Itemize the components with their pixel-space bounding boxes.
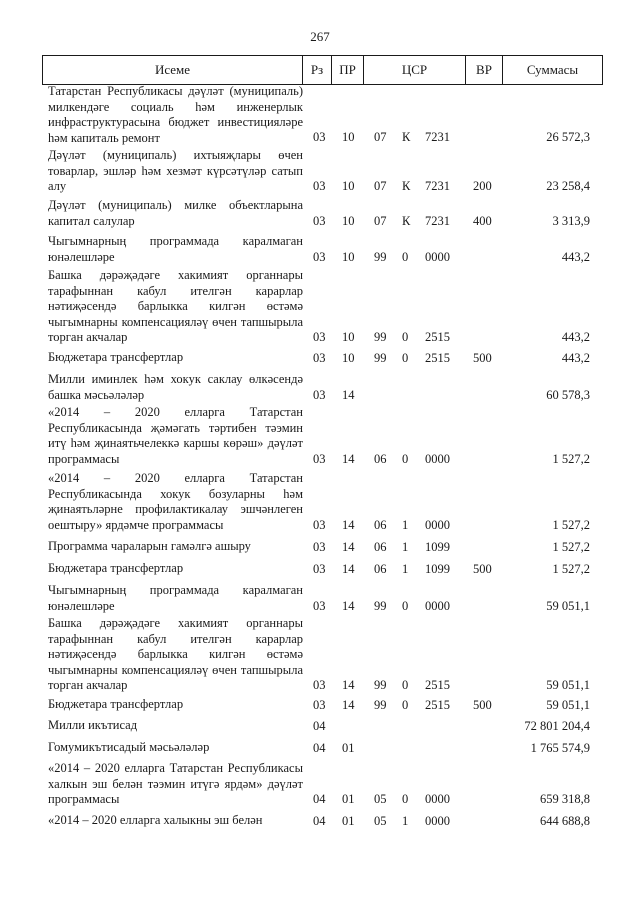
table-row <box>0 405 640 467</box>
row-pr: 10 <box>342 129 355 144</box>
row-sum: 1 765 574,9 <box>530 740 590 755</box>
row-name: «2014 – 2020 елларга Татарстан Республикасында хокук бозуларны һәм җинаятьләрне профилактикалау эшчәнлеген оештыру» ярдәмче программасы <box>48 471 303 532</box>
header-sum: Суммасы <box>503 56 603 85</box>
row-csr-3: 1099 <box>425 539 450 554</box>
table-row <box>0 268 640 345</box>
row-csr-1: 99 <box>374 697 387 712</box>
row-csr-1: 99 <box>374 350 387 365</box>
row-sum: 1 527,2 <box>552 517 590 532</box>
row-pr: 01 <box>342 740 355 755</box>
row-rz: 03 <box>313 129 326 144</box>
row-pr: 10 <box>342 249 355 264</box>
table-row <box>0 616 640 693</box>
table-row <box>0 84 640 145</box>
row-name: Бюджетара трансфертлар <box>48 350 184 364</box>
row-rz: 04 <box>313 813 326 828</box>
row-csr-3: 0000 <box>425 791 450 806</box>
row-name: Чыгымнарның программада каралмаган юнәлешләре <box>48 583 303 613</box>
table-row <box>0 148 640 194</box>
row-csr-1: 99 <box>374 598 387 613</box>
row-rz: 03 <box>313 387 326 402</box>
row-sum: 443,2 <box>561 249 590 264</box>
row-name: Татарстан Республикасы дәүләт (муниципаль) милкендәге социаль һәм инженерлык инфраструктурасына бюджет инвестицияләре һәм капиталь ремонт <box>48 84 303 145</box>
row-csr-1: 07 <box>374 178 387 193</box>
row-csr-2: К <box>402 178 411 193</box>
header-vr: ВР <box>466 56 503 85</box>
row-pr: 01 <box>342 813 355 828</box>
row-name: Башка дәрәҗәдәге хакимият органнары тарафыннан кабул ителгән карарлар нәтиҗәсендә барлыкка килгән өстәмә чыгымнарны компенсацияләү өчен тапшырыла торган акчалар <box>48 268 303 344</box>
row-pr: 10 <box>342 178 355 193</box>
row-name: Милли икътисад <box>48 718 138 732</box>
row-csr-3: 2515 <box>425 329 450 344</box>
row-csr-3: 0000 <box>425 451 450 466</box>
row-csr-3: 2515 <box>425 350 450 365</box>
row-pr: 14 <box>342 677 355 692</box>
row-vr: 500 <box>473 350 492 365</box>
row-sum: 60 578,3 <box>546 387 590 402</box>
row-rz: 03 <box>313 598 326 613</box>
row-pr: 14 <box>342 451 355 466</box>
row-csr-1: 06 <box>374 539 387 554</box>
table-row <box>0 234 640 265</box>
row-name: «2014 – 2020 елларга Татарстан Республикасы халкын эш белән тәэмин итүгә ярдәм» дәүләт программасы <box>48 761 303 806</box>
row-sum: 443,2 <box>561 350 590 365</box>
row-sum: 59 051,1 <box>546 677 590 692</box>
header-csr: ЦСР <box>364 56 466 85</box>
row-name: Милли иминлек һәм хокук саклау өлкәсендә башка мәсьәләләр <box>48 372 303 402</box>
row-csr-2: 1 <box>402 813 409 828</box>
row-sum: 26 572,3 <box>546 129 590 144</box>
row-sum: 1 527,2 <box>552 451 590 466</box>
row-name: «2014 – 2020 елларга халыкны эш белән <box>48 813 263 827</box>
table-row <box>0 718 640 734</box>
row-csr-2: 0 <box>402 598 409 613</box>
row-csr-1: 05 <box>374 813 387 828</box>
row-csr-2: 1 <box>402 517 409 532</box>
row-vr: 200 <box>473 178 492 193</box>
row-rz: 03 <box>313 329 326 344</box>
row-rz: 04 <box>313 791 326 806</box>
row-rz: 03 <box>313 561 326 576</box>
table-row <box>0 539 640 555</box>
row-rz: 03 <box>313 178 326 193</box>
row-csr-2: 0 <box>402 697 409 712</box>
row-csr-3: 0000 <box>425 517 450 532</box>
row-rz: 03 <box>313 677 326 692</box>
row-name: Бюджетара трансфертлар <box>48 561 184 575</box>
row-name: Дәүләт (муниципаль) милке объектларына капитал салулар <box>48 198 303 228</box>
row-csr-3: 0000 <box>425 249 450 264</box>
table-row <box>0 813 640 829</box>
row-name: Башка дәрәҗәдәге хакимият органнары тарафыннан кабул ителгән карарлар нәтиҗәсендә барлыкка килгән өстәмә чыгымнарны компенсацияләү өчен тапшырыла торган акчалар <box>48 616 303 692</box>
table-row <box>0 372 640 403</box>
row-name: Чыгымнарның программада каралмаган юнәлешләре <box>48 234 303 264</box>
row-vr: 500 <box>473 697 492 712</box>
row-sum: 23 258,4 <box>546 178 590 193</box>
row-csr-3: 2515 <box>425 677 450 692</box>
row-rz: 03 <box>313 697 326 712</box>
row-pr: 14 <box>342 697 355 712</box>
row-name: Дәүләт (муниципаль) ихтыяҗлары өчен товарлар, эшләр һәм хезмәт күрсәтүләр сатып алу <box>48 148 303 193</box>
table-row <box>0 697 640 713</box>
row-rz: 03 <box>313 350 326 365</box>
row-rz: 04 <box>313 740 326 755</box>
row-csr-1: 99 <box>374 249 387 264</box>
row-rz: 04 <box>313 718 326 733</box>
row-csr-2: К <box>402 129 411 144</box>
row-csr-1: 06 <box>374 451 387 466</box>
row-pr: 10 <box>342 213 355 228</box>
row-csr-1: 99 <box>374 677 387 692</box>
table-row <box>0 740 640 756</box>
row-pr: 14 <box>342 387 355 402</box>
row-csr-1: 06 <box>374 517 387 532</box>
row-csr-2: 0 <box>402 677 409 692</box>
page-number: 267 <box>310 29 330 44</box>
row-csr-3: 7231 <box>425 178 450 193</box>
table-row <box>0 583 640 614</box>
row-rz: 03 <box>313 213 326 228</box>
table-row <box>0 198 640 229</box>
row-name: Бюджетара трансфертлар <box>48 697 184 711</box>
table-row <box>0 471 640 533</box>
header-name: Исеме <box>43 56 303 85</box>
row-csr-2: К <box>402 213 411 228</box>
row-name: Программа чараларын гамәлгә ашыру <box>48 539 251 553</box>
row-csr-2: 0 <box>402 350 409 365</box>
row-rz: 03 <box>313 517 326 532</box>
row-csr-2: 0 <box>402 451 409 466</box>
row-csr-3: 7231 <box>425 129 450 144</box>
row-sum: 59 051,1 <box>546 697 590 712</box>
row-sum: 1 527,2 <box>552 561 590 576</box>
row-sum: 59 051,1 <box>546 598 590 613</box>
table-row <box>0 561 640 577</box>
row-csr-3: 2515 <box>425 697 450 712</box>
row-csr-1: 07 <box>374 129 387 144</box>
row-csr-2: 0 <box>402 249 409 264</box>
table-row <box>0 350 640 366</box>
row-sum: 644 688,8 <box>540 813 590 828</box>
row-pr: 14 <box>342 561 355 576</box>
row-vr: 500 <box>473 561 492 576</box>
table-row <box>0 761 640 807</box>
row-csr-1: 06 <box>374 561 387 576</box>
row-csr-1: 99 <box>374 329 387 344</box>
row-rz: 03 <box>313 249 326 264</box>
row-csr-1: 07 <box>374 213 387 228</box>
row-csr-2: 0 <box>402 791 409 806</box>
row-csr-1: 05 <box>374 791 387 806</box>
row-pr: 10 <box>342 329 355 344</box>
row-sum: 3 313,9 <box>552 213 590 228</box>
row-csr-3: 1099 <box>425 561 450 576</box>
row-csr-3: 7231 <box>425 213 450 228</box>
row-csr-2: 1 <box>402 561 409 576</box>
row-name: «2014 – 2020 елларга Татарстан Республикасында җәмәгать тәртибен тәэмин итү һәм җинаятьчелеккә каршы көрәш» дәүләт программасы <box>48 405 303 466</box>
row-sum: 659 318,8 <box>540 791 590 806</box>
header-rz: Рз <box>303 56 332 85</box>
row-vr: 400 <box>473 213 492 228</box>
row-sum: 443,2 <box>561 329 590 344</box>
row-csr-2: 1 <box>402 539 409 554</box>
row-csr-3: 0000 <box>425 598 450 613</box>
row-pr: 14 <box>342 517 355 532</box>
row-pr: 01 <box>342 791 355 806</box>
row-rz: 03 <box>313 451 326 466</box>
row-name: Гомумикътисадый мәсьәләләр <box>48 740 210 754</box>
row-csr-3: 0000 <box>425 813 450 828</box>
row-sum: 1 527,2 <box>552 539 590 554</box>
row-sum: 72 801 204,4 <box>524 718 590 733</box>
header-pr: ПР <box>332 56 364 85</box>
row-pr: 14 <box>342 598 355 613</box>
row-csr-2: 0 <box>402 329 409 344</box>
row-pr: 10 <box>342 350 355 365</box>
row-rz: 03 <box>313 539 326 554</box>
row-pr: 14 <box>342 539 355 554</box>
